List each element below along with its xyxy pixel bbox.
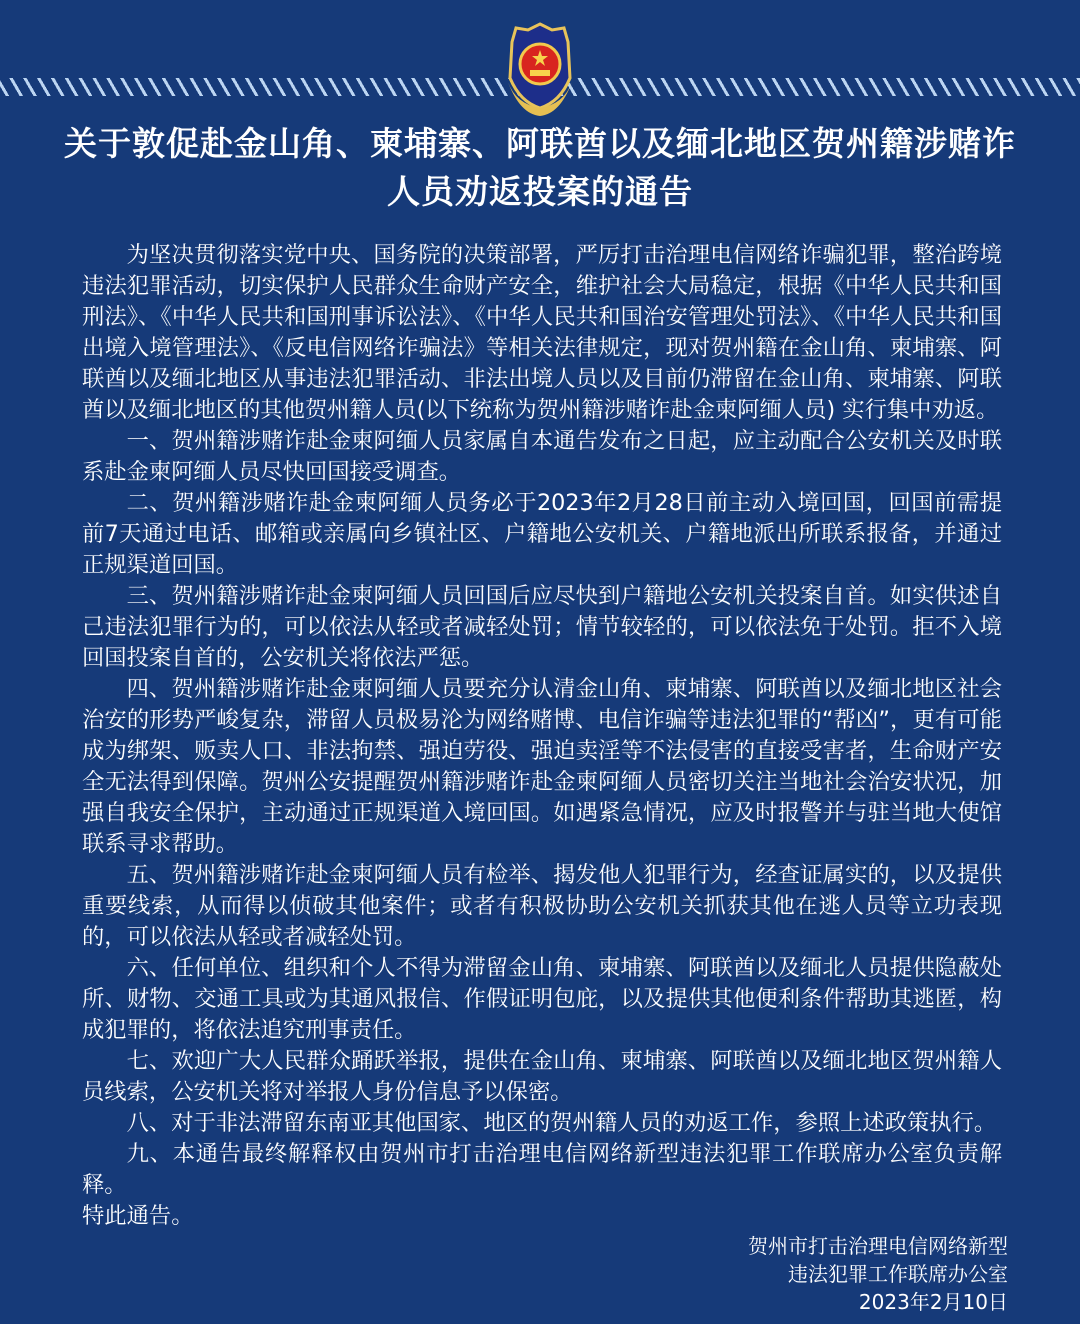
signature-date: 2023年2月10日 — [858, 1290, 1008, 1314]
paragraph-item-2: 二、贺州籍涉赌诈赴金柬阿缅人员务必于2023年2月28日前主动入境回国，回国前需提前7天通过电话、邮箱或亲属向乡镇社区、户籍地公安机关、户籍地派出所联系报备，并通过正规渠道回国。 — [82, 490, 1002, 578]
paragraph-item-4: 四、贺州籍涉赌诈赴金柬阿缅人员要充分认清金山角、柬埔寨、阿联酋以及缅北地区社会治安的形势严峻复杂，滞留人员极易沦为网络赌博、电信诈骗等违法犯罪的“帮凶”，更有可能成为绑架、贩卖人口、非法拘禁、强迫劳役、强迫卖淫等不法侵害的直接受害者，生命财产安全无法得到保障。贺州公安提醒贺州籍涉赌诈赴金柬阿缅人员密切关注当地社会治安状况，加强自我安全保护，主动通过正规渠道入境回国。如遇紧急情况，应及时报警并与驻当地大使馆联系寻求帮助。 — [82, 676, 1002, 857]
paragraph-intro: 为坚决贯彻落实党中央、国务院的决策部署，严厉打击治理电信网络诈骗犯罪，整治跨境违法犯罪活动，切实保护人民群众生命财产安全，维护社会大局稳定，根据《中华人民共和国刑法》、《中华人民共和国刑事诉讼法》、《中华人民共和国治安管理处罚法》、《中华人民共和国出境入境管理法》、《反电信网络诈骗法》等相关法律规定，现对贺州籍在金山角、柬埔寨、阿联酋以及缅北地区从事违法犯罪活动、非法出境人员以及目前仍滞留在金山角、柬埔寨、阿联酋以及缅北地区的其他贺州籍人员(以下统称为贺州籍涉赌诈赴金柬阿缅人员) 实行集中劝返。 — [82, 242, 1002, 423]
signature-org-line1: 贺州市打击治理电信网络新型 — [748, 1234, 1008, 1258]
signature-org-line2: 违法犯罪工作联席办公室 — [788, 1262, 1008, 1286]
paragraph-item-3: 三、贺州籍涉赌诈赴金柬阿缅人员回国后应尽快到户籍地公安机关投案自首。如实供述自己违法犯罪行为的，可以依法从轻或者减轻处罚；情节较轻的，可以依法免于处罚。拒不入境回国投案自首的，公安机关将依法严惩。 — [82, 583, 1002, 671]
police-emblem-icon — [490, 22, 590, 118]
paragraph-item-8: 八、对于非法滞留东南亚其他国家、地区的贺州籍人员的劝返工作，参照上述政策执行。 — [126, 1110, 997, 1136]
paragraph-item-6: 六、任何单位、组织和个人不得为滞留金山角、柬埔寨、阿联酋以及缅北人员提供隐蔽处所、财物、交通工具或为其通风报信、作假证明包庇，以及提供其他便利条件帮助其逃匿，构成犯罪的，将依法追究刑事责任。 — [82, 955, 1002, 1043]
paragraph-item-9: 九、本通告最终解释权由贺州市打击治理电信网络新型违法犯罪工作联席办公室负责解释。 — [82, 1141, 1002, 1198]
paragraph-item-7: 七、欢迎广大人民群众踊跃举报，提供在金山角、柬埔寨、阿联酋以及缅北地区贺州籍人员线索，公安机关将对举报人身份信息予以保密。 — [82, 1048, 1002, 1105]
page-title: 关于敦促赴金山角、柬埔寨、阿联酋以及缅北地区贺州籍涉赌诈人员劝返投案的通告 — [64, 124, 1016, 211]
paragraph-item-1: 一、贺州籍涉赌诈赴金柬阿缅人员家属自本通告发布之日起，应主动配合公安机关及时联系赴金柬阿缅人员尽快回国接受调查。 — [82, 428, 1002, 485]
closing-text: 特此通告。 — [82, 1203, 194, 1229]
signature-block — [748, 1232, 1008, 1316]
paragraph-item-5: 五、贺州籍涉赌诈赴金柬阿缅人员有检举、揭发他人犯罪行为，经查证属实的，以及提供重要线索，从而得以侦破其他案件；或者有积极协助公安机关抓获其他在逃人员等立功表现的，可以依法从轻或者减轻处罚。 — [82, 862, 1002, 950]
notice-body — [82, 240, 1002, 1232]
